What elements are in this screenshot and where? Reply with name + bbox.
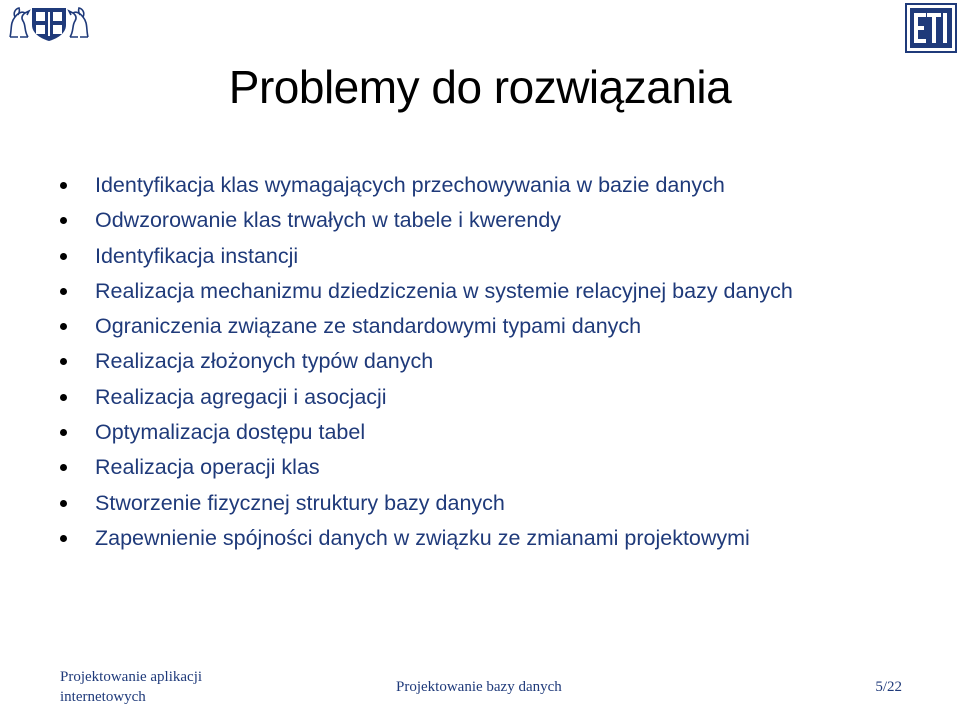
footer-course-line2: internetowych	[60, 689, 146, 705]
bullet-text: Realizacja agregacji i asocjacji	[95, 384, 387, 409]
footer-course-line1: Projektowanie aplikacji	[60, 669, 203, 685]
bullet-item	[0, 486, 793, 521]
bullet-dot-icon	[60, 429, 67, 436]
bullet-dot-icon	[60, 253, 67, 260]
bullet-item	[0, 521, 793, 556]
bullet-dot-icon	[60, 182, 67, 189]
bullet-item	[0, 239, 793, 274]
eti-logo	[905, 3, 957, 53]
bullet-dot-icon	[60, 323, 67, 330]
bullet-dot-icon	[60, 500, 67, 507]
bullet-item	[0, 203, 793, 238]
bullet-item	[0, 415, 793, 450]
footer-course-name	[60, 667, 260, 707]
bullet-item	[0, 344, 793, 379]
bullet-dot-icon	[60, 394, 67, 401]
bullet-text: Identyfikacja instancji	[95, 243, 299, 268]
bullet-text: Identyfikacja klas wymagających przechowywania w bazie danych	[95, 173, 725, 197]
bullet-item	[0, 380, 793, 415]
bullet-list	[0, 168, 793, 556]
bullet-item	[0, 274, 793, 309]
bullet-text: Ograniczenia związane ze standardowymi typami danych	[95, 314, 642, 339]
bullet-dot-icon	[60, 358, 67, 365]
bullet-item	[0, 450, 793, 485]
bullet-dot-icon	[60, 535, 67, 542]
bullet-text: Odwzorowanie klas trwałych w tabele i kwerendy	[95, 208, 562, 233]
bullet-dot-icon	[60, 288, 67, 295]
bullet-item	[0, 168, 793, 203]
bullet-text: Zapewnienie spójności danych w związku ze zmianami projektowymi	[95, 525, 750, 550]
bullet-item	[0, 309, 793, 344]
bullet-text: Stworzenie fizycznej struktury bazy danych	[95, 490, 505, 515]
university-crest-logo	[6, 3, 92, 43]
bullet-text: Realizacja złożonych typów danych	[95, 349, 434, 374]
footer-page-number: 5/22	[875, 679, 902, 695]
bullet-text: Optymalizacja dostępu tabel	[95, 420, 366, 445]
slide-title: Problemy do rozwiązania	[228, 61, 732, 113]
footer-lecture-title: Projektowanie bazy danych	[396, 679, 562, 695]
bullet-text: Realizacja mechanizmu dziedziczenia w systemie relacyjnej bazy danych	[95, 278, 793, 303]
bullet-dot-icon	[60, 464, 67, 471]
bullet-dot-icon	[60, 217, 67, 224]
bullet-text: Realizacja operacji klas	[95, 455, 320, 480]
